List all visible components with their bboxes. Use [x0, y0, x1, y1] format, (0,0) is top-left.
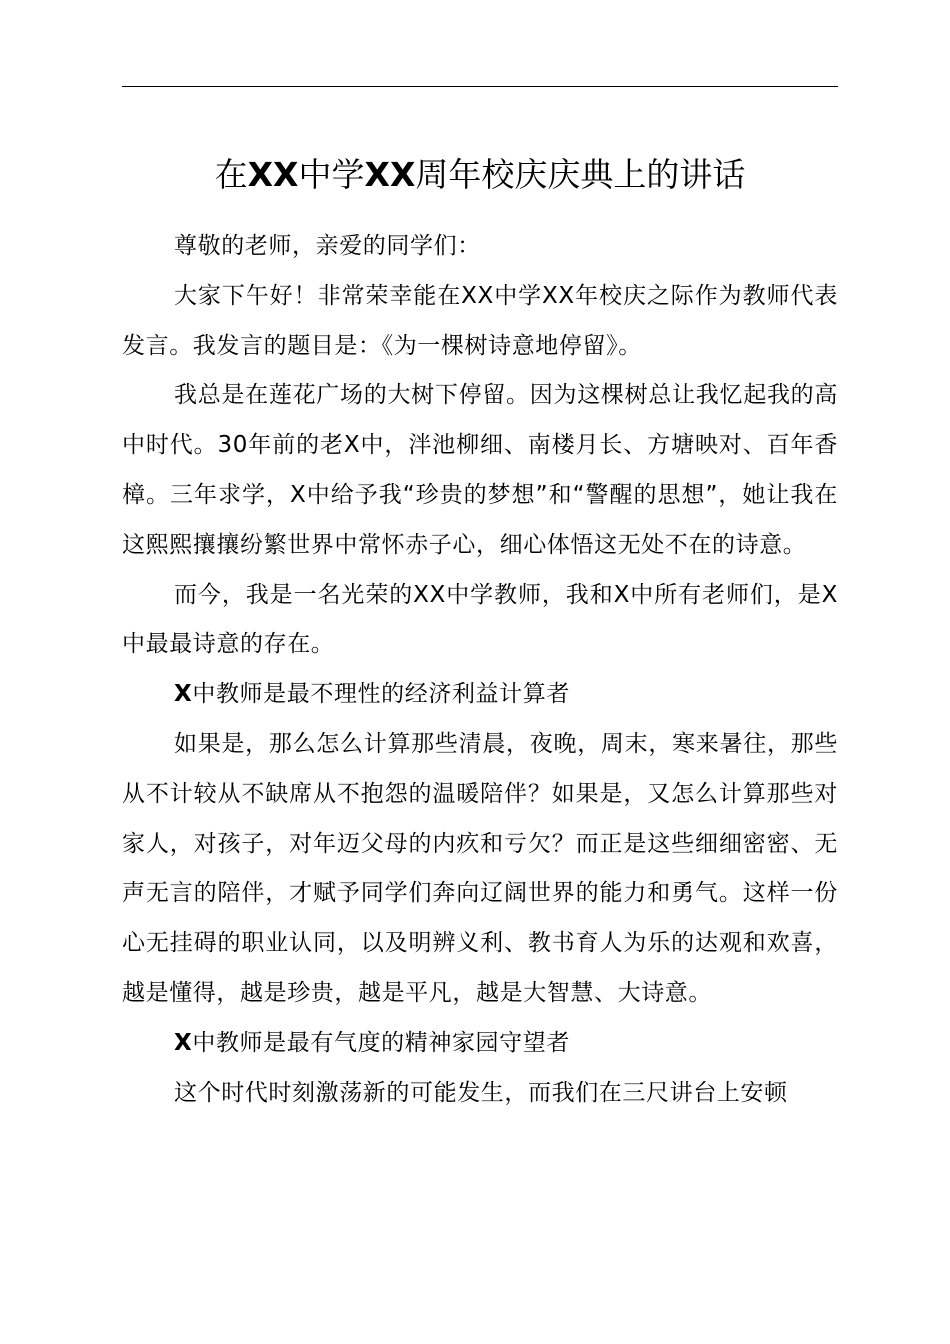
salutation: 尊敬的老师，亲爱的同学们： — [174, 233, 481, 259]
section-heading-lead: X — [174, 681, 193, 708]
title-part-bold: XX — [364, 155, 416, 194]
header-rule — [122, 86, 838, 87]
title-part: 在 — [214, 155, 248, 194]
section-heading-text: 中教师是最不理性的经济利益计算者 — [192, 681, 570, 708]
section-heading — [122, 670, 838, 720]
section-heading-lead: X — [174, 1029, 193, 1056]
section-heading-text: 中教师是最有气度的精神家园守望者 — [192, 1029, 570, 1056]
paragraph: 如果是，那么怎么计算那些清晨，夜晚，周末，寒来暑往，那些从不计较从不缺席从不抱怨的温暖陪伴？如果是，又怎么计算那些对家人，对孩子，对年迈父母的内疚和亏欠？而正是这些细细密密、无声无言的陪伴，才赋予同学们奔向辽阔世界的能力和勇气。这样一份心无挂碍的职业认同，以及明辨义利、教书育人为乐的达观和欢喜，越是懂得，越是珍贵，越是平凡，越是大智慧、大诗意。 — [122, 730, 838, 1006]
title-part: 中学 — [298, 155, 365, 194]
document-body — [122, 222, 838, 1118]
paragraph: 而今，我是一名光荣的XX中学教师，我和X中所有老师们，是X中最最诗意的存在。 — [122, 581, 838, 658]
paragraph: 这个时代时刻激荡新的可能发生，而我们在三尺讲台上安顿 — [174, 1079, 788, 1106]
section-heading — [122, 1019, 838, 1069]
title-part: 周年校庆庆典上的讲话 — [415, 155, 746, 194]
paragraph: 我总是在莲花广场的大树下停留。因为这棵树总让我忆起我的高中时代。30年前的老X中，泮池柳细、南楼月长、方塘映对、百年香樟。三年求学，X中给予我“珍贵的梦想”和“警醒的思想”，她让我在这熙熙攘攘纷繁世界中常怀赤子心，细心体悟这无处不在的诗意。 — [122, 382, 838, 558]
title-part-bold: XX — [247, 155, 299, 194]
paragraph: 大家下午好！非常荣幸能在XX中学XX年校庆之际作为教师代表发言。我发言的题目是：《为一棵树诗意地停留》。 — [122, 282, 838, 359]
document-title — [122, 150, 838, 200]
